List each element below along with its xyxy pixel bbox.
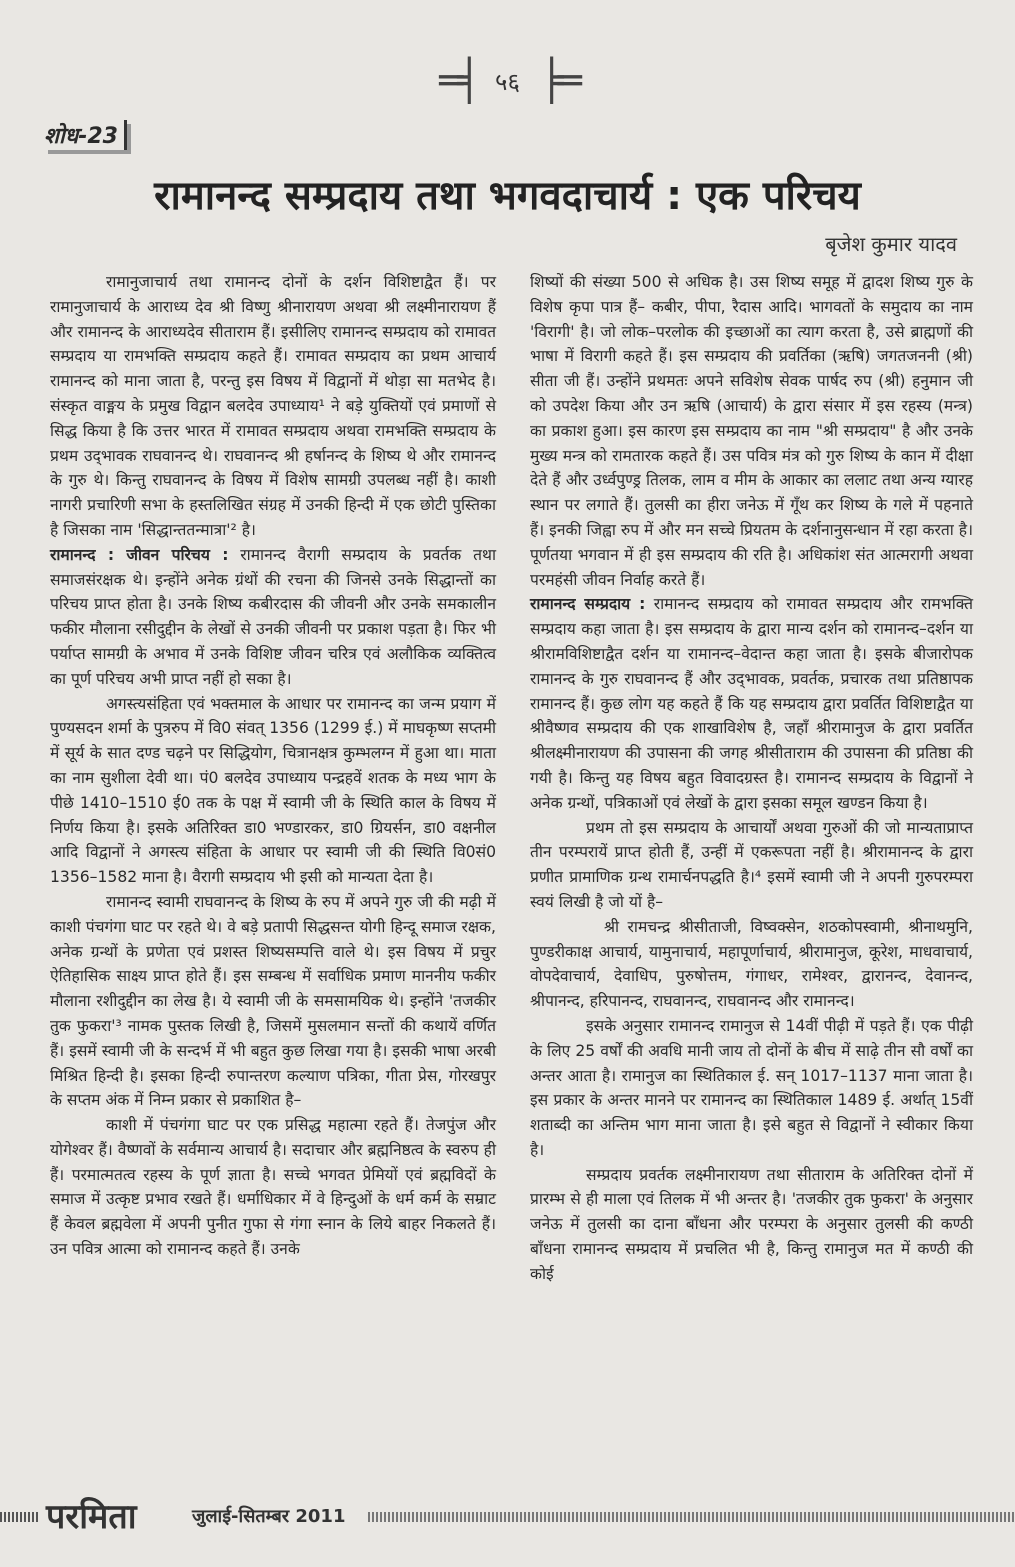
footer-rule-right bbox=[368, 1512, 1015, 1522]
page-footer bbox=[0, 1490, 1015, 1540]
paragraph-body: रामानन्द वैरागी सम्प्रदाय के प्रवर्तक तथा समाजसंरक्षक थे। इन्होंने अनेक ग्रंथों की रचना की जिनसे उनके सिद्धान्तों का परिचय प्राप्त होता है। उनके शिष्य कबीरदास की जीवनी और उनके समकालीन फकीर मौलाना रसीदुद्दीन के लेखों से उनकी जीवनी पर प्रकाश पड़ता है। फिर भी पर्याप्त सामग्री के अभाव में उनके विशिष्ट जीवन चरित्र एवं अलौकिक व्यक्तित्व का पूर्ण परिचय अभी प्राप्त नहीं हो सका है। bbox=[50, 545, 496, 688]
subheading: रामानन्द : जीवन परिचय : bbox=[50, 545, 229, 564]
page-header bbox=[0, 58, 1015, 104]
journal-name: परमिता bbox=[46, 1497, 137, 1537]
paragraph-body: रामानन्द सम्प्रदाय को रामावत सम्प्रदाय और रामभक्ति सम्प्रदाय कहा जाता है। इस सम्प्रदाय के द्वारा मान्य दर्शन को रामानन्द–दर्शन या श्रीरामविशिष्टाद्वैत दर्शन या रामानन्द–वेदान्त कहा जाता है। इसके बीजारोपक रामानन्द के गुरु राघवानन्द हैं और उद्‌भावक, प्रवर्तक, प्रचारक तथा प्रतिष्ठापक रामानन्द हैं। कुछ लोग यह कहते हैं कि यह सम्प्रदाय द्वारा प्रवर्तित विशिष्टाद्वैत या श्रीवैष्णव सम्प्रदाय की एक शाखाविशेष है, जहाँ श्रीरामानुज के द्वारा प्रवर्तित श्रीलक्ष्मीनारायण की उपासना की जगह श्रीसीताराम की उपासना की प्रतिष्ठा की गयी है। किन्तु यह विषय बहुत विवादग्रस्त है। रामानन्द सम्प्रदाय के विद्वानों ने अनेक ग्रन्थों, पत्रिकाओं एवं लेखों के द्वारा इसका समूल खण्डन किया है। bbox=[530, 595, 973, 812]
footer-rule-left bbox=[0, 1512, 40, 1522]
paragraph bbox=[50, 543, 496, 692]
header-ornament-left-icon: ═╡ bbox=[439, 58, 476, 104]
paragraph: अगस्त्यसंहिता एवं भक्तमाल के आधार पर रामानन्द का जन्म प्रयाग में पुण्यसदन शर्मा के पुत्ररुप में वि0 संवत् 1356 (1299 ई.) में माघकृष्ण सप्तमी में सूर्य के सात दण्ड चढ़ने पर सिद्धियोग, चित्रानक्षत्र कुम्भलग्न में हुआ था। माता का नाम सुशीला देवी था। पं0 बलदेव उपाध्याय पन्द्रहवें शतक के मध्य भाग के पीछे 1410–1510 ई0 तक के पक्ष में स्वामी जी के स्थिति काल के विषय में निर्णय किया है। इसके अतिरिक्त डा0 भण्डारकर, डा0 ग्रियर्सन, डा0 वक्षनील आदि विद्वानों ने अगस्त्य संहिता के आधार पर स्वामी जी की स्थिति वि0सं0 1356–1582 माना है। वैरागी सम्प्रदाय भी इसी को मान्यता देता है। bbox=[50, 694, 496, 887]
paragraph: प्रथम तो इस सम्प्रदाय के आचार्यों अथवा गुरुओं की जो मान्यताप्राप्त तीन परम्परायें प्राप्त होती हैं, उन्हीं में एकरूपता नहीं है। श्रीरामानन्द के द्वारा प्रणीत प्रामाणिक ग्रन्थ रामार्चनपद्धति है।⁴ इसमें स्वामी जी ने अपनी गुरुपरम्परा स्वयं लिखी है जो यों है– bbox=[530, 818, 973, 911]
paragraph: शिष्यों की संख्या 500 से अधिक है। उस शिष्य समूह में द्वादश शिष्य गुरु के विशेष कृपा पात्र हैं– कबीर, पीपा, रैदास आदि। भागवतों के समुदाय का नाम 'विरागी' है। जो लोक–परलोक की इच्छाओं का त्याग करता है, उसे ब्राह्मणों की भाषा में विरागी कहते हैं। इस सम्प्रदाय की प्रवर्तिका (ऋषि) जगतजननी (श्री) सीता जी हैं। उन्होंने प्रथमतः अपने सविशेष सेवक पार्षद रुप (श्री) हनुमान जी को उपदेश किया और उन ऋषि (आचार्य) के द्वारा संसार में इस रहस्य (मन्त्र) का प्रकाश हुआ। इस कारण इस सम्प्रदाय का नाम "श्री सम्प्रदाय" है और उनके मुख्य मन्त्र को रामतारक कहते हैं। उस पवित्र मंत्र को गुरु शिष्य के कान में दीक्षा देते हैं और उर्ध्वपुण्ड्र तिलक, लाम व मीम के आकार का ललाट तथा अन्य ग्यारह स्थान पर लगाते हैं। तुलसी का हीरा जनेऊ में गूँथ कर शिष्य के गले में पहनाते हैं। इनकी जिह्वा रुप में और मन सच्चे प्रियतम के दर्शनानुसन्धान में रहा करता है। पूर्णतया भगवान में ही इस सम्प्रदाय की रति है। अधिकांश संत आत्मरागी अथवा परमहंसी जीवन निर्वाह करते हैं। bbox=[530, 273, 973, 589]
paragraph: सम्प्रदाय प्रवर्तक लक्ष्मीनारायण तथा सीताराम के अतिरिक्त दोनों में प्रारम्भ से ही माला एवं तिलक में भी अन्तर है। 'तजकीर तुक फुकरा' के अनुसार जनेऊ में तुलसी का दाना बाँधना और परम्परा के अनुसार तुलसी की कण्ठी बाँधना रामानन्द सम्प्रदाय में प्रचलित भी है, किन्तु रामानुज मत में कण्ठी की कोई bbox=[530, 1165, 973, 1283]
author-name: बृजेश कुमार यादव bbox=[825, 232, 957, 256]
article-title: रामानन्द सम्प्रदाय तथा भगवदाचार्य : एक परिचय bbox=[154, 173, 861, 219]
header-ornament-right-icon: ╞═ bbox=[539, 58, 576, 104]
right-column bbox=[530, 270, 973, 1287]
left-column bbox=[50, 270, 496, 1262]
subheading: रामानन्द सम्प्रदाय : bbox=[530, 595, 646, 614]
page-number: ५६ bbox=[495, 67, 520, 96]
paragraph bbox=[530, 592, 973, 815]
paragraph: रामानुजाचार्य तथा रामानन्द दोनों के दर्शन विशिष्टाद्वैत हैं। पर रामानुजाचार्य के आराध्य देव श्री विष्णु श्रीनारायण अथवा श्री लक्ष्मीनारायण हैं और रामानन्द के आराध्यदेव सीताराम हैं। इसीलिए रामानन्द सम्प्रदाय को रामावत सम्प्रदाय या रामभक्ति सम्प्रदाय कहते हैं। रामावत सम्प्रदाय का प्रथम आचार्य रामानन्द को माना जाता है, परन्तु इस विषय में विद्वानों में थोड़ा सा मतभेद है। संस्कृत वाङ्मय के प्रमुख विद्वान बलदेव उपाध्याय¹ ने बड़े युक्तियों एवं प्रमाणों से सिद्ध किया है कि उत्तर भारत में रामावत सम्प्रदाय अथवा रामभक्ति सम्प्रदाय के प्रथम उद्‌भावक राघवानन्द थे। राघवानन्द श्री हर्षानन्द के शिष्य थे और रामानन्द के गुरु थे। किन्तु राघवानन्द के विषय में विशेष सामग्री उपलब्ध नहीं है। काशी नागरी प्रचारिणी सभा के हस्तलिखित संग्रह में उनकी हिन्दी में एक छोटी पुस्तिका है जिसका नाम 'सिद्धान्ततन्मात्रा'² है। bbox=[50, 273, 496, 539]
quote-paragraph: काशी में पंचगंगा घाट पर एक प्रसिद्ध महात्मा रहते हैं। तेजपुंज और योगेश्वर हैं। वैष्णवों के सर्वमान्य आचार्य है। सदाचार और ब्रह्मनिष्ठत्व के स्वरुप ही हैं। परमात्मतत्व रहस्य के पूर्ण ज्ञाता है। सच्चे भगवत प्रेमियों एवं ब्रह्मविदों के समाज में उत्कृष्ट प्रभाव रखते हैं। धर्माधिकार में वे हिन्दुओं के धर्म कर्म के सम्राट हैं केवल ब्रह्मवेला में अपनी पुनीत गुफा से गंगा स्नान के लिये बाहर निकलते हैं। उन पवित्र आत्मा को रामानन्द कहते हैं। उनके bbox=[50, 1116, 496, 1259]
paragraph: इसके अनुसार रामानन्द रामानुज से 14वीं पीढ़ी में पड़ते हैं। एक पीढ़ी के लिए 25 वर्षों की अवधि मानी जाय तो दोनों के बीच में साढ़े तीन सौ वर्षों का अन्तर आता है। रामानुज का स्थितिकाल ई. सन् 1017–1137 माना जाता है। इस प्रकार के अन्तर मानने पर रामानन्द का स्थितिकाल 1489 ई. अर्थात् 15वीं शताब्दी का अन्तिम भाग माना जाता है। इसे बहुत से विद्वानों ने स्वीकार किया है। bbox=[530, 1016, 973, 1159]
section-label: शोध-23 bbox=[44, 120, 127, 150]
issue-date: जुलाई-सितम्बर 2011 bbox=[192, 1506, 346, 1527]
paragraph: रामानन्द स्वामी राघवानन्द के शिष्य के रुप में अपने गुरु जी की मढ़ी में काशी पंचगंगा घाट पर रहते थे। वे बड़े प्रतापी सिद्धसन्त योगी हिन्दू समाज रक्षक, अनेक ग्रन्थों के प्रणेता एवं प्रशस्त शिष्यसम्पत्ति वाले थे। इस विषय में प्रचुर ऐतिहासिक साक्ष्य प्राप्त होते हैं। इस सम्बन्ध में सर्वाधिक प्रमाण माननीय फकीर मौलाना रशीदुद्दीन का लेख है। ये स्वामी जी के समसामयिक थे। इन्होंने 'तजकीर तुक फुकरा'³ नामक पुस्तक लिखी है, जिसमें मुसलमान सन्तों की कथायें वर्णित हैं। इसमें स्वामी जी के सन्दर्भ में भी बहुत कुछ लिखा गया है। इसकी भाषा अरबी मिश्रित हिन्दी है। इसका हिन्दी रुपान्तरण कल्याण पत्रिका, गीता प्रेस, गोरखपुर के सप्तम अंक में निम्न प्रकार से प्रकाशित है– bbox=[50, 892, 496, 1110]
lineage-list: श्री रामचन्द्र श्रीसीताजी, विष्वक्सेन, शठकोपस्वामी, श्रीनाथमुनि, पुण्डरीकाक्ष आचार्य, यामुनाचार्य, महापूर्णाचार्य, श्रीरामानुज, कूरेश, माधवाचार्य, वोपदेवाचार्य, देवाधिप, पुरुषोत्तम, गंगाधर, रामेश्वर, द्वारानन्द, देवानन्द, श्रीपानन्द, हरिपानन्द, राघवानन्द, राघवानन्द और रामानन्द। bbox=[530, 917, 973, 1011]
